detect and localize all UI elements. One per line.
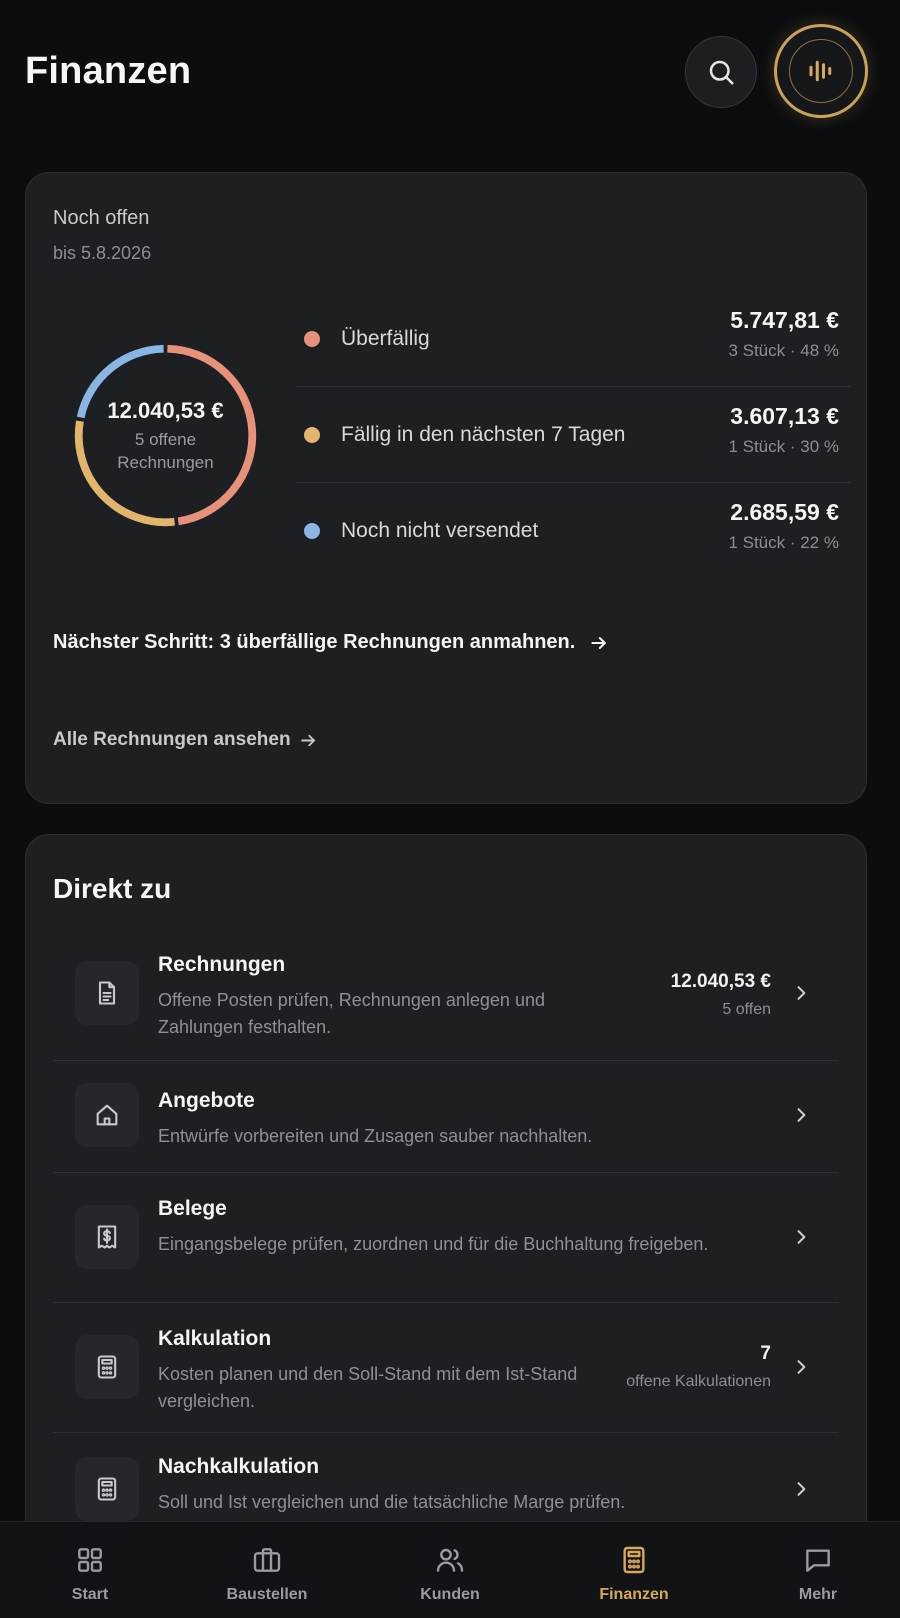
item-value: 7	[760, 1343, 771, 1364]
calculator-icon	[616, 1542, 652, 1578]
item-meta: 5 offen	[722, 1001, 771, 1018]
item-title: Nachkalkulation	[158, 1455, 320, 1478]
next-step-link[interactable]	[53, 631, 609, 654]
donut-center	[68, 338, 263, 533]
legend-dot	[304, 523, 320, 539]
chevron-right-icon	[791, 1105, 811, 1125]
item-title: Angebote	[158, 1089, 255, 1112]
item-meta: offene Kalkulationen	[626, 1373, 771, 1390]
bottom-nav	[0, 1521, 900, 1618]
item-desc: Eingangsbelege prüfen, zuordnen und für die Buchhaltung freigeben.	[158, 1234, 709, 1254]
voice-button-ring	[789, 39, 853, 103]
donut-sub-line1: 5 offene	[134, 429, 197, 449]
item-title: Kalkulation	[158, 1327, 272, 1350]
list-item-belege[interactable]	[53, 1173, 839, 1303]
nav-item-finanzen[interactable]	[544, 1522, 724, 1618]
voice-wave-icon	[806, 56, 836, 86]
item-icon-box	[75, 1457, 139, 1521]
legend-row-not-sent[interactable]	[296, 483, 851, 579]
item-title: Belege	[158, 1197, 227, 1220]
chevron-right-icon	[791, 1227, 811, 1247]
open-label: Noch offen	[53, 207, 150, 229]
direct-title: Direkt zu	[53, 873, 172, 904]
open-date: bis 5.8.2026	[53, 243, 152, 263]
legend-meta: 3 Stück · 48 %	[728, 341, 839, 360]
legend-row-overdue[interactable]	[296, 291, 851, 387]
direct-links-card	[25, 834, 867, 1618]
users-icon	[432, 1542, 468, 1578]
grid-icon	[72, 1542, 108, 1578]
calculator-icon	[93, 1475, 121, 1503]
legend-dot	[304, 427, 320, 443]
arrow-right-icon	[299, 731, 318, 750]
nav-label: Start	[71, 1586, 109, 1603]
legend-name: Noch nicht versendet	[341, 519, 539, 542]
document-icon	[93, 979, 121, 1007]
legend-meta: 1 Stück · 30 %	[728, 437, 839, 456]
item-desc: Entwürfe vorbereiten und Zusagen sauber nachhalten.	[158, 1126, 593, 1146]
page-title: Finanzen	[25, 50, 192, 92]
item-desc: Kosten planen und den Soll-Stand mit dem Ist-Stand vergleichen.	[158, 1364, 578, 1411]
donut-total: 12.040,53 €	[107, 397, 224, 423]
donut-sub-line2: Rechnungen	[117, 452, 214, 472]
item-value: 12.040,53 €	[670, 971, 771, 992]
open-invoices-card	[25, 172, 867, 804]
chevron-right-icon	[791, 1357, 811, 1377]
item-icon-box	[75, 1083, 139, 1147]
nav-item-mehr[interactable]	[728, 1522, 900, 1618]
item-desc: Soll und Ist vergleichen und die tatsächliche Marge prüfen.	[158, 1492, 626, 1512]
legend-amount: 3.607,13 €	[730, 403, 839, 429]
next-step-text: Nächster Schritt: 3 überfällige Rechnungen anmahnen.	[53, 631, 576, 653]
legend-dot	[304, 331, 320, 347]
search-button[interactable]	[685, 36, 757, 108]
nav-label: Baustellen	[226, 1586, 308, 1603]
list-item-angebote[interactable]	[53, 1061, 839, 1173]
legend-amount: 2.685,59 €	[730, 499, 839, 525]
all-invoices-text: Alle Rechnungen ansehen	[53, 729, 291, 750]
item-icon-box	[75, 961, 139, 1025]
legend-name: Fällig in den nächsten 7 Tagen	[341, 423, 626, 446]
chat-icon	[800, 1542, 836, 1578]
list-item-kalkulation[interactable]	[53, 1303, 839, 1433]
legend-meta: 1 Stück · 22 %	[728, 533, 839, 552]
home-icon	[93, 1101, 121, 1129]
item-title: Rechnungen	[158, 953, 286, 976]
nav-item-start[interactable]	[0, 1522, 180, 1618]
briefcase-icon	[249, 1542, 285, 1578]
voice-assistant-button[interactable]	[774, 24, 868, 118]
legend-amount: 5.747,81 €	[730, 307, 839, 333]
app-header	[0, 0, 900, 150]
calculator-icon	[93, 1353, 121, 1381]
nav-label: Finanzen	[599, 1586, 669, 1603]
chevron-right-icon	[791, 1479, 811, 1499]
receipt-icon	[93, 1223, 121, 1251]
search-icon	[706, 57, 736, 87]
nav-label: Kunden	[420, 1586, 480, 1603]
legend-row-due-soon[interactable]	[296, 387, 851, 483]
list-item-rechnungen[interactable]	[53, 949, 839, 1061]
arrow-right-icon	[589, 633, 609, 653]
nav-item-baustellen[interactable]	[177, 1522, 357, 1618]
chevron-right-icon	[791, 983, 811, 1003]
item-icon-box	[75, 1205, 139, 1269]
item-desc: Offene Posten prüfen, Rechnungen anlegen und Zahlungen festhalten.	[158, 990, 545, 1037]
legend-name: Überfällig	[341, 327, 430, 350]
all-invoices-link[interactable]	[53, 729, 318, 751]
nav-label: Mehr	[798, 1586, 838, 1603]
nav-item-kunden[interactable]	[360, 1522, 540, 1618]
item-icon-box	[75, 1335, 139, 1399]
